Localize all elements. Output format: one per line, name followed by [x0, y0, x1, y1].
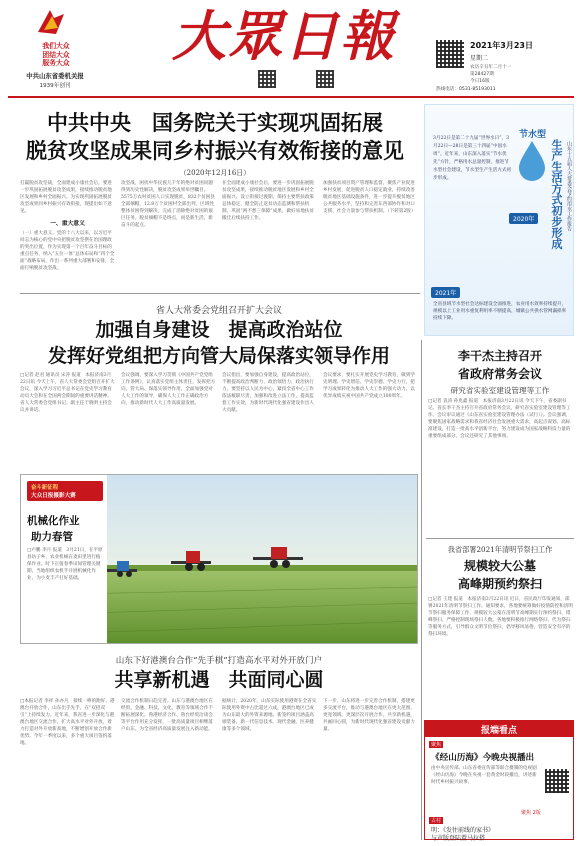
masthead-title: 大眾日報 [172, 4, 396, 68]
date: 2021年3月23日 [470, 41, 533, 50]
logo-slogans [32, 42, 80, 68]
right-col-divider [421, 340, 422, 840]
lead-dateline: （2020年12月16日） [179, 169, 251, 177]
highlight-tag-1: 聚焦 [431, 742, 442, 748]
photo-caption-title-1: 机械化作业 [27, 515, 80, 527]
badge-line-2: 大众日报摄影大赛 [31, 493, 76, 499]
lead-headline-1: 中共中央 国务院关于实现巩固拓展 [47, 110, 383, 135]
water-saving-promo [424, 104, 574, 336]
masthead [0, 0, 580, 96]
premier-headline-1: 李干杰主持召开 [457, 349, 542, 363]
highlight-body-1: 由中央宣传部、山东省委宣传部等联合摄制的电视剧《经山历海》今晚在央视一套黄金时段播出，讲述新时代乡村振兴故事。 [431, 766, 537, 785]
highlight-story-2[interactable]: 明：《发往前线的家书》 [431, 827, 495, 834]
photo-caption-title-2: 助力春管 [31, 531, 73, 543]
highlights-header [425, 721, 573, 737]
photo-contest-badge [21, 475, 107, 644]
congress-headline-2: 发挥好党组把方向管大局保落实领导作用 [47, 345, 390, 367]
photo-caption-body: □卢鹏 李月 报道 3月21日，在平原县坊子乡，农业机械在麦田里进行植保作业。时下正值春季田间管理关键期，当地组织农机手开展机械化作业，为小麦丰产打好基础。 [27, 548, 103, 581]
page-count: 今日16版 [470, 79, 490, 84]
weekday: 星期二 [470, 55, 489, 62]
lead-body: 打赢脱贫攻坚战，全面建成小康社会后，要进一步巩固拓展脱贫攻坚成果，接续推动脱贫地区发展和乡村全面振兴。为实现巩固拓展脱贫攻坚成果同乡村振兴有效衔接，现提出如下意见。 一、重大意义 （一）重大意义。党的十八大以来，以习近平同志为核心的党中央把脱贫攻坚摆在治国理政的突出位置，作为实现第一个百年奋斗目标的重点任务，纳入“五位一体”总体布局和“四个全面”战略布局，作出一系列重大部署和安排，全面打响脱贫攻坚战。 攻坚战，困扰中华民族几千年的绝对贫困问题得到历史性解决，脱贫攻坚成果举世瞩目。5575万农村贫困人口实现脱贫，832个贫困县全部摘帽，12.8万个贫困村全部出列，区域性整体贫困得到解决，完成了消除绝对贫困的艰巨任务。脱贫摘帽不是终点，而是新生活、新奋斗的起点。 在全面建成小康社会后，要进一步巩固拓展脱贫攻坚成果，接续推动脱贫地区发展和乡村全面振兴。设立衔接过渡期，保持主要帮扶政策总体稳定，健全防止返贫动态监测和帮扶机制，巩固“两不愁三保障”成果，做好易地扶贫搬迁后续扶持工作。 加强扶贫项目资产管理和监督，聚焦产业促进乡村发展，促进脱贫人口稳定就业，持续改善脱贫地区基础设施条件，进一步提升脱贫地区公共服务水平，坚持和完善东西部协作和对口支援、社会力量参与帮扶机制。（下转第2版） [20, 181, 416, 271]
slogan-3: 服务大众 [42, 59, 70, 67]
highlight-story-2b: 与声版登陆置马拉搭 [431, 835, 486, 842]
promo-tag: 节水型 [519, 130, 547, 140]
qingming-body: □记者 王建 报道 本报济南3月22日讯 近日，省民政厅印发通知，部署2021年清明节祭扫工作。通知要求，各地要统筹做好疫情防控和清明节祭扫服务保障工作，规模较大公墓在清明节高峰期实行预约祭扫、错峰祭扫，严格控制现场祭扫人数。各地要积极推行网络祭扫、代为祭扫等服务方式，引导群众文明节俭祭扫，倡导移风易俗，营造安全有序的祭扫环境。 [428, 597, 573, 637]
promo-year-2020: 2020年 [509, 213, 538, 224]
lead-section-1: 一、重大意义 [50, 221, 85, 227]
highlights-box [424, 720, 574, 840]
issue-number: 第28427期 [470, 72, 494, 77]
congress-kicker: 省人大常委会党组召开扩大会议 [155, 306, 282, 316]
congress-body: □记者 赵君 通讯员 宋涛 报道 本报济南3月22日讯 今天上午，省人大常委会党组召开扩大会议，深入学习习近平总书记在党史学习教育动员大会和在全国两会期间的重要讲话精神。省人大常委会党组书记、副主任于晓明主持会议并讲话。 会议强调，要深入学习贯彻《中国共产党党组工作条例》，认真落实党组主体责任，发挥把方向、管大局、保落实领导作用，全面加强党对人大工作的领导，确保人大工作正确政治方向，推动新时代人大工作高质量发展。 会议指出，要加强自身建设，提高政治站位，不断提高政治判断力、政治领悟力、政治执行力。要坚持以人民为中心，紧扣全省中心工作依法履职尽责，加强和改进立法工作，提高监督工作实效，为新时代现代化强省建设作出人大贡献。 会议要求，要扎实开展党史学习教育，做到学史明理、学史增信、学史崇德、学史力行，把学习成果转化为推动人大工作的强大动力，以优异成绩庆祝中国共产党成立100周年。 [20, 373, 415, 413]
masthead-rule [8, 96, 574, 98]
founded-line: 1939年创刊 [39, 83, 71, 89]
water-drop-icon [517, 139, 547, 181]
bottom-body: □本报记者 李祥 孙亦凡 接续一棒的跑好、港澳台开放合作，山东出手先手，在“双招双引”上持续发力。近年来，我省进一步深化与港澳台地区交流合作，扩大高水平对外开放，着力打造对外开放新高地，不断增创开放合作新优势。今年一季度以来，多个重大项目签约落地。 交流合作机制日趋完善。山东与港澳台地区在经贸、金融、科技、文化、教育等领域合作不断拓展深化。鲁港经济合作、鲁台经贸洽谈会等平台作用充分发挥，一批高质量项目相继落户山东，为全省经济高质量发展注入新动能。 据统计，2020年，山东实际使用港资在全省实际使用外资中占比超过六成，港澳台地区已成为山东最大的外资来源地。新签约项目涵盖高端装备、新一代信息技术、现代金融、医养健康等多个领域。 下一步，山东将进一步完善合作机制，搭建更多交流平台，推动与港澳台地区在更大范围、更宽领域、更深层次开展合作，共享新机遇，共画同心圆，为新时代现代化强省建设贡献力量。 [20, 699, 415, 746]
date-block [470, 40, 576, 84]
highlight-story-1[interactable]: 《经山历海》今晚央视播出 [431, 753, 535, 763]
qingming-headline-1: 规模较大公墓 [463, 559, 536, 573]
badge-line-1: 奋斗新征程 [31, 485, 58, 491]
promo-year-2021: 2021年 [431, 287, 460, 298]
promo-body: 3月22日是第二十九届“世界水日”，3月22日—28日是第三十四届“中国水周”。近年来，山东深入落实“节水优先”方针，严格用水总量控制，推进节水型社会建设，节水型生产生活方式初步形成。 [433, 136, 512, 181]
app-qr-strip [258, 70, 368, 94]
lead-divider [20, 293, 420, 294]
lead-headline-2: 脱贫攻坚成果同乡村振兴有效衔接的意见 [26, 138, 404, 163]
masthead-qr-code [436, 40, 464, 68]
premier-body: □记者 袁涛 孙兆鑫 报道 本报济南3月22日讯 今天下午，省委副书记、省长李干杰主持召开省政府常务会议，研究省实验室建设管理等工作。会议审议通过《山东省实验室建设管理办法（试行）》。会议强调，要聚焦国家战略需求和我省经济社会发展重大需求，高起点谋划、高标准建设，打造一批高水平创新平台，努力建设成为国家战略科技力量的重要组成部分。会议还研究了其他事项。 [428, 399, 571, 439]
congress-headline-1: 加强自身建设 提高政治站位 [95, 319, 343, 341]
highlight-page-ref-1[interactable]: 聚焦 2版 [521, 810, 541, 816]
org-line: 中共山东省委机关报 [26, 72, 84, 80]
bottom-headline: 共享新机遇 共面同心圆 [114, 669, 324, 691]
premier-subhead: 研究省实验室建设管理等工作 [450, 386, 550, 395]
lunar-date: 农历辛丑年二月十一 [470, 65, 512, 70]
bottom-kicker: 山东下好港澳台合作“先手棋”打造高水平对外开放门户 [115, 656, 323, 666]
slogan-2: 团结大众 [42, 50, 70, 59]
contact-line: 热线电话：0531-85193011 [436, 87, 496, 92]
premier-divider [426, 538, 574, 539]
qingming-headline-2: 高峰期预约祭扫 [457, 577, 542, 591]
highlight-tag-2: 古村 [431, 818, 442, 824]
promo-vertical-sub: 山东十五届人大常委会节约用水工作报告 [566, 141, 572, 231]
slogan-1: 我们大众 [42, 42, 70, 50]
promo-body-2: 全省县域节水型社会达标建设全面推进，农业用水效率持续提升，规模以上工业用水重复利用率不断提高，城镇公共供水管网漏损率持续下降。 [433, 302, 567, 321]
highlight-qr-code[interactable] [545, 769, 569, 793]
premier-headline-2: 省政府常务会议 [457, 367, 542, 381]
highlights-title: 报端看点 [480, 726, 517, 736]
qingming-kicker: 我省部署2021年清明节祭扫工作 [447, 545, 553, 554]
newspaper-logo [36, 8, 66, 38]
tractor-field-photo [20, 474, 418, 644]
promo-vertical-title: 生产生活方式初步形成 [550, 139, 563, 249]
